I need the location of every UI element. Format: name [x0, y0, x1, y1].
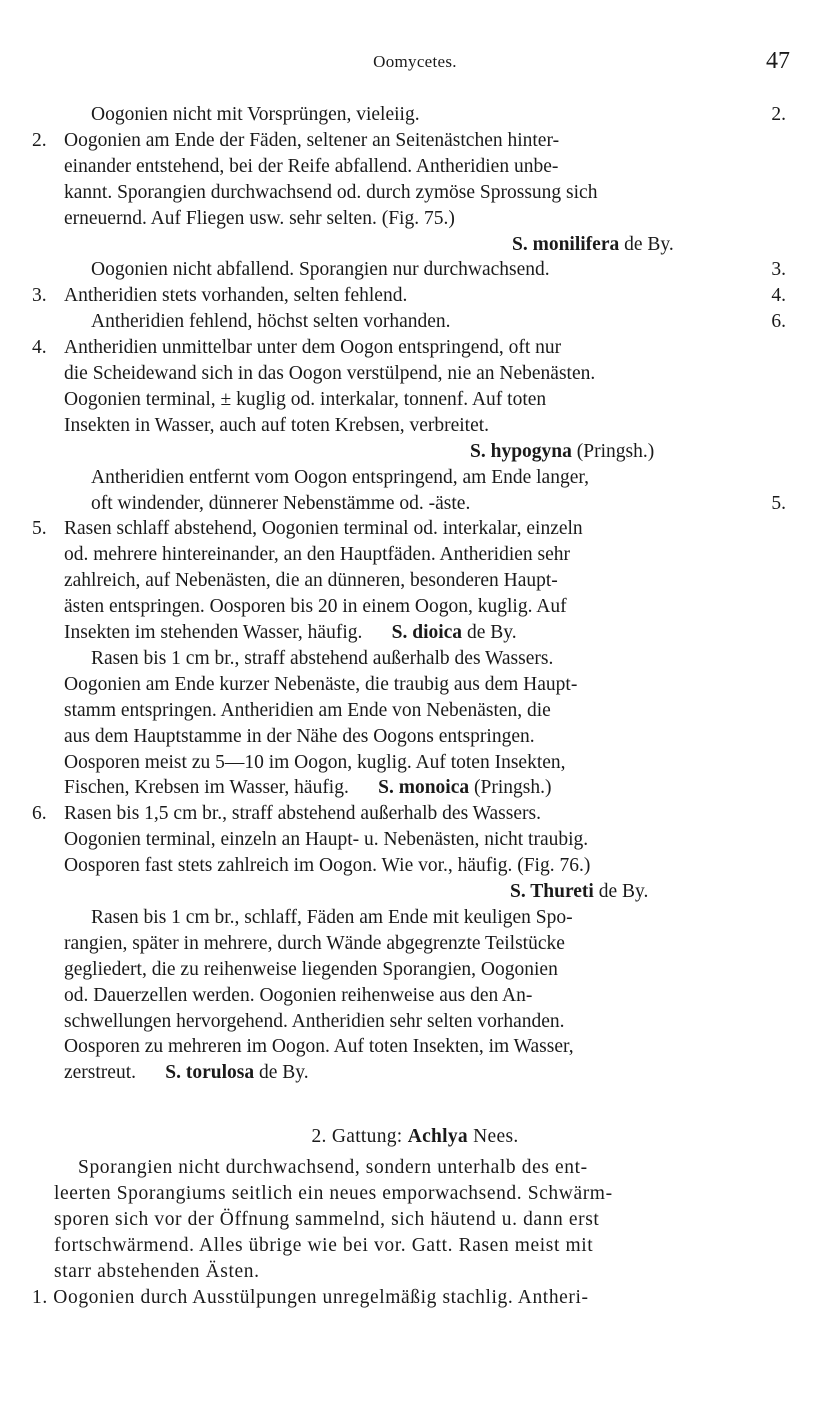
description-text: Sporangien nicht durchwachsend, sondern unterhalb des ent- [78, 1157, 588, 1178]
key-text [64, 775, 551, 801]
couplet-reference: 5. [771, 492, 786, 514]
couplet-number: 4. [32, 337, 47, 359]
description-line [0, 1233, 830, 1259]
key-line [0, 775, 830, 801]
key-line [0, 983, 830, 1009]
key-text-content: Rasen schlaff abstehend, Oogonien terminal od. interkalar, einzeln [64, 518, 583, 540]
key-line [0, 387, 830, 413]
key-text [64, 128, 559, 154]
key-text-content: Antheridien unmittelbar unter dem Oogon entspringend, oft nur [64, 337, 562, 359]
key-text [64, 542, 570, 568]
key-line [0, 646, 830, 672]
key-text-content: Oogonien nicht mit Vorsprüngen, vieleiig. [91, 104, 420, 125]
key-line [0, 257, 830, 283]
key-text-content: stamm entspringen. Antheridien am Ende von Nebenästen, die [64, 699, 551, 721]
key-text-content: Oogonien am Ende kurzer Nebenäste, die traubig aus dem Haupt- [64, 673, 578, 695]
key-text [64, 413, 489, 439]
key-text [64, 1034, 574, 1060]
key-text-content: aus dem Hauptstamme in der Nähe des Oogons entspringen. [64, 725, 535, 747]
key-line [0, 465, 830, 491]
key-line [0, 309, 830, 335]
key-text-content: Oogonien terminal, einzeln an Haupt- u. Nebenästen, nicht traubig. [64, 829, 589, 851]
species-author: (Pringsh.) [571, 440, 655, 462]
key-line [0, 750, 830, 776]
couplet-reference: 4. [771, 285, 786, 307]
key-line [0, 698, 830, 724]
key-line [0, 206, 830, 232]
key-text-content: zerstreut. [64, 1062, 137, 1084]
key-line [0, 931, 830, 957]
key-text [64, 335, 561, 361]
description-line [0, 1285, 830, 1311]
key-text [91, 646, 553, 672]
key-line [0, 128, 830, 154]
couplet-number: 2. [32, 129, 47, 151]
key-line [0, 853, 830, 879]
key-text-content: Fischen, Krebsen im Wasser, häufig. [64, 777, 349, 799]
couplet-number: 3. [32, 285, 47, 307]
species-author: de By. [254, 1062, 309, 1084]
key-text [91, 465, 589, 491]
key-text-content: erneuernd. Auf Fliegen usw. sehr selten. (Fig. 75.) [64, 207, 455, 229]
key-text-content: zahlreich, auf Nebenästen, die an dünneren, besonderen Haupt- [64, 570, 558, 592]
species-name-line [510, 879, 648, 905]
couplet-number: 6. [32, 803, 47, 825]
key-text [91, 257, 550, 283]
species-author: de By. [619, 233, 674, 255]
key-line [0, 1034, 830, 1060]
genus-heading [0, 1124, 830, 1150]
key-text-content: Oosporen meist zu 5—10 im Oogon, kuglig. Auf toten Insekten, [64, 751, 566, 773]
key-text [64, 206, 455, 232]
key-text-content: Insekten im stehenden Wasser, häufig. [64, 622, 363, 643]
description-line [0, 1259, 830, 1285]
key-line [0, 905, 830, 931]
key-line [0, 1009, 830, 1035]
key-line [0, 724, 830, 750]
page-number: 47 [766, 48, 790, 74]
key-text-content: Antheridien fehlend, höchst selten vorhanden. [91, 311, 451, 333]
key-text [64, 516, 583, 542]
species-name-line [512, 232, 674, 258]
genus-heading-prefix: 2. Gattung: [311, 1126, 408, 1147]
key-line [0, 542, 830, 568]
key-text [64, 283, 407, 309]
key-text [64, 983, 532, 1009]
key-line [0, 672, 830, 698]
key-text-content: einander entstehend, bei der Reife abfallend. Antheridien unbe- [64, 155, 559, 177]
couplet-reference: 2. [771, 104, 786, 125]
key-text [64, 1009, 565, 1035]
key-text [64, 698, 551, 724]
key-text-content: rangien, später in mehrere, durch Wände abgegrenzte Teilstücke [64, 932, 565, 954]
species-name: S. monoica [378, 777, 470, 799]
key-line [0, 361, 830, 387]
key-text [64, 180, 597, 206]
description-line [0, 1181, 830, 1207]
key-text [64, 594, 567, 620]
key-text [64, 568, 558, 594]
key-line [0, 801, 830, 827]
species-author: de By. [593, 881, 649, 902]
key-text [64, 957, 558, 983]
key-line [0, 516, 830, 542]
key-text-content: Oogonien nicht abfallend. Sporangien nur durchwachsend. [91, 259, 550, 281]
key-text-content: die Scheidewand sich in das Oogon verstülpend, nie an Nebenästen. [64, 363, 596, 384]
key-text-content: gegliedert, die zu reihenweise liegenden Sporangien, Oogonien [64, 958, 558, 980]
genus-name: Achlya [407, 1126, 468, 1147]
description-text: starr abstehenden Ästen. [54, 1260, 260, 1282]
key-line [0, 413, 830, 439]
key-text [91, 102, 420, 128]
key-text-content: ästen entspringen. Oosporen bis 20 in einem Oogon, kuglig. Auf [64, 596, 567, 618]
key-text [64, 750, 566, 776]
key-text [64, 801, 541, 827]
key-text [91, 309, 451, 335]
description-line [0, 1155, 830, 1181]
key-line [0, 827, 830, 853]
key-line [0, 620, 830, 646]
key-text-content: oft windender, dünnerer Nebenstämme od. -äste. [91, 492, 471, 514]
species-author: (Pringsh.) [469, 777, 552, 799]
description-line [0, 1207, 830, 1233]
species-name-line [470, 439, 654, 465]
key-text [64, 724, 535, 750]
key-text [64, 361, 595, 387]
key-text [64, 1060, 309, 1086]
key-line [0, 879, 830, 905]
description-text: 1. Oogonien durch Ausstülpungen unregelmäßig stachlig. Antheri- [32, 1286, 589, 1308]
key-text-content: kannt. Sporangien durchwachsend od. durch zymöse Sprossung sich [64, 181, 598, 203]
couplet-reference: 3. [771, 259, 786, 281]
species-name: S. dioica [391, 622, 463, 643]
key-text-content: Oosporen fast stets zahlreich im Oogon. Wie vor., häufig. (Fig. 76.) [64, 855, 591, 877]
key-text-content: Rasen bis 1,5 cm br., straff abstehend außerhalb des Wassers. [64, 803, 541, 825]
species-author: de By. [462, 622, 517, 643]
key-text [64, 853, 590, 879]
key-text-content: od. mehrere hintereinander, an den Hauptfäden. Antheridien sehr [64, 544, 571, 566]
key-text-content: Antheridien stets vorhanden, selten fehlend. [64, 285, 408, 307]
key-line [0, 594, 830, 620]
page-header [0, 48, 830, 78]
key-text [64, 931, 565, 957]
genus-author: Nees. [468, 1126, 519, 1147]
species-name: S. Thureti [510, 881, 594, 902]
key-text [64, 154, 558, 180]
key-text [91, 905, 573, 931]
key-text [64, 620, 517, 646]
key-text-content: Oogonien terminal, ± kuglig od. interkalar, tonnenf. Auf toten [64, 388, 547, 410]
key-text-content: Rasen bis 1 cm br., schlaff, Fäden am Ende mit keuligen Spo- [91, 906, 573, 928]
key-text-content: Insekten in Wasser, auch auf toten Krebsen, verbreitet. [64, 414, 490, 436]
running-title: Oomycetes. [373, 52, 457, 71]
key-text-content: Antheridien entfernt vom Oogon entspringend, am Ende langer, [91, 466, 589, 488]
key-text-content: Oogonien am Ende der Fäden, seltener an Seitenästchen hinter- [64, 129, 560, 151]
key-text-content: schwellungen hervorgehend. Antheridien sehr selten vorhanden. [64, 1010, 565, 1032]
couplet-reference: 6. [771, 311, 786, 333]
couplet-number: 5. [32, 518, 47, 540]
key-line [0, 102, 830, 128]
description-text: sporen sich vor der Öffnung sammelnd, sich häutend u. dann erst [54, 1208, 600, 1230]
key-line [0, 180, 830, 206]
key-text [64, 827, 588, 853]
species-name: S. torulosa [165, 1062, 255, 1084]
key-text-content: Rasen bis 1 cm br., straff abstehend außerhalb des Wassers. [91, 647, 554, 669]
key-text-content: Oosporen zu mehreren im Oogon. Auf toten Insekten, im Wasser, [64, 1036, 574, 1058]
key-text [64, 672, 577, 698]
key-line [0, 283, 830, 309]
key-line [0, 568, 830, 594]
key-line [0, 491, 830, 517]
key-line [0, 335, 830, 361]
key-line [0, 1060, 830, 1086]
key-line [0, 154, 830, 180]
key-line [0, 232, 830, 258]
species-name: S. monilifera [512, 233, 620, 255]
description-text: leerten Sporangiums seitlich ein neues emporwachsend. Schwärm- [54, 1182, 613, 1204]
key-text [91, 491, 470, 517]
key-line [0, 957, 830, 983]
key-line [0, 439, 830, 465]
key-text-content: od. Dauerzellen werden. Oogonien reihenweise aus den An- [64, 984, 533, 1006]
description-text: fortschwärmend. Alles übrige wie bei vor. Gatt. Rasen meist mit [54, 1234, 594, 1256]
species-name: S. hypogyna [470, 440, 572, 462]
key-text [64, 387, 546, 413]
